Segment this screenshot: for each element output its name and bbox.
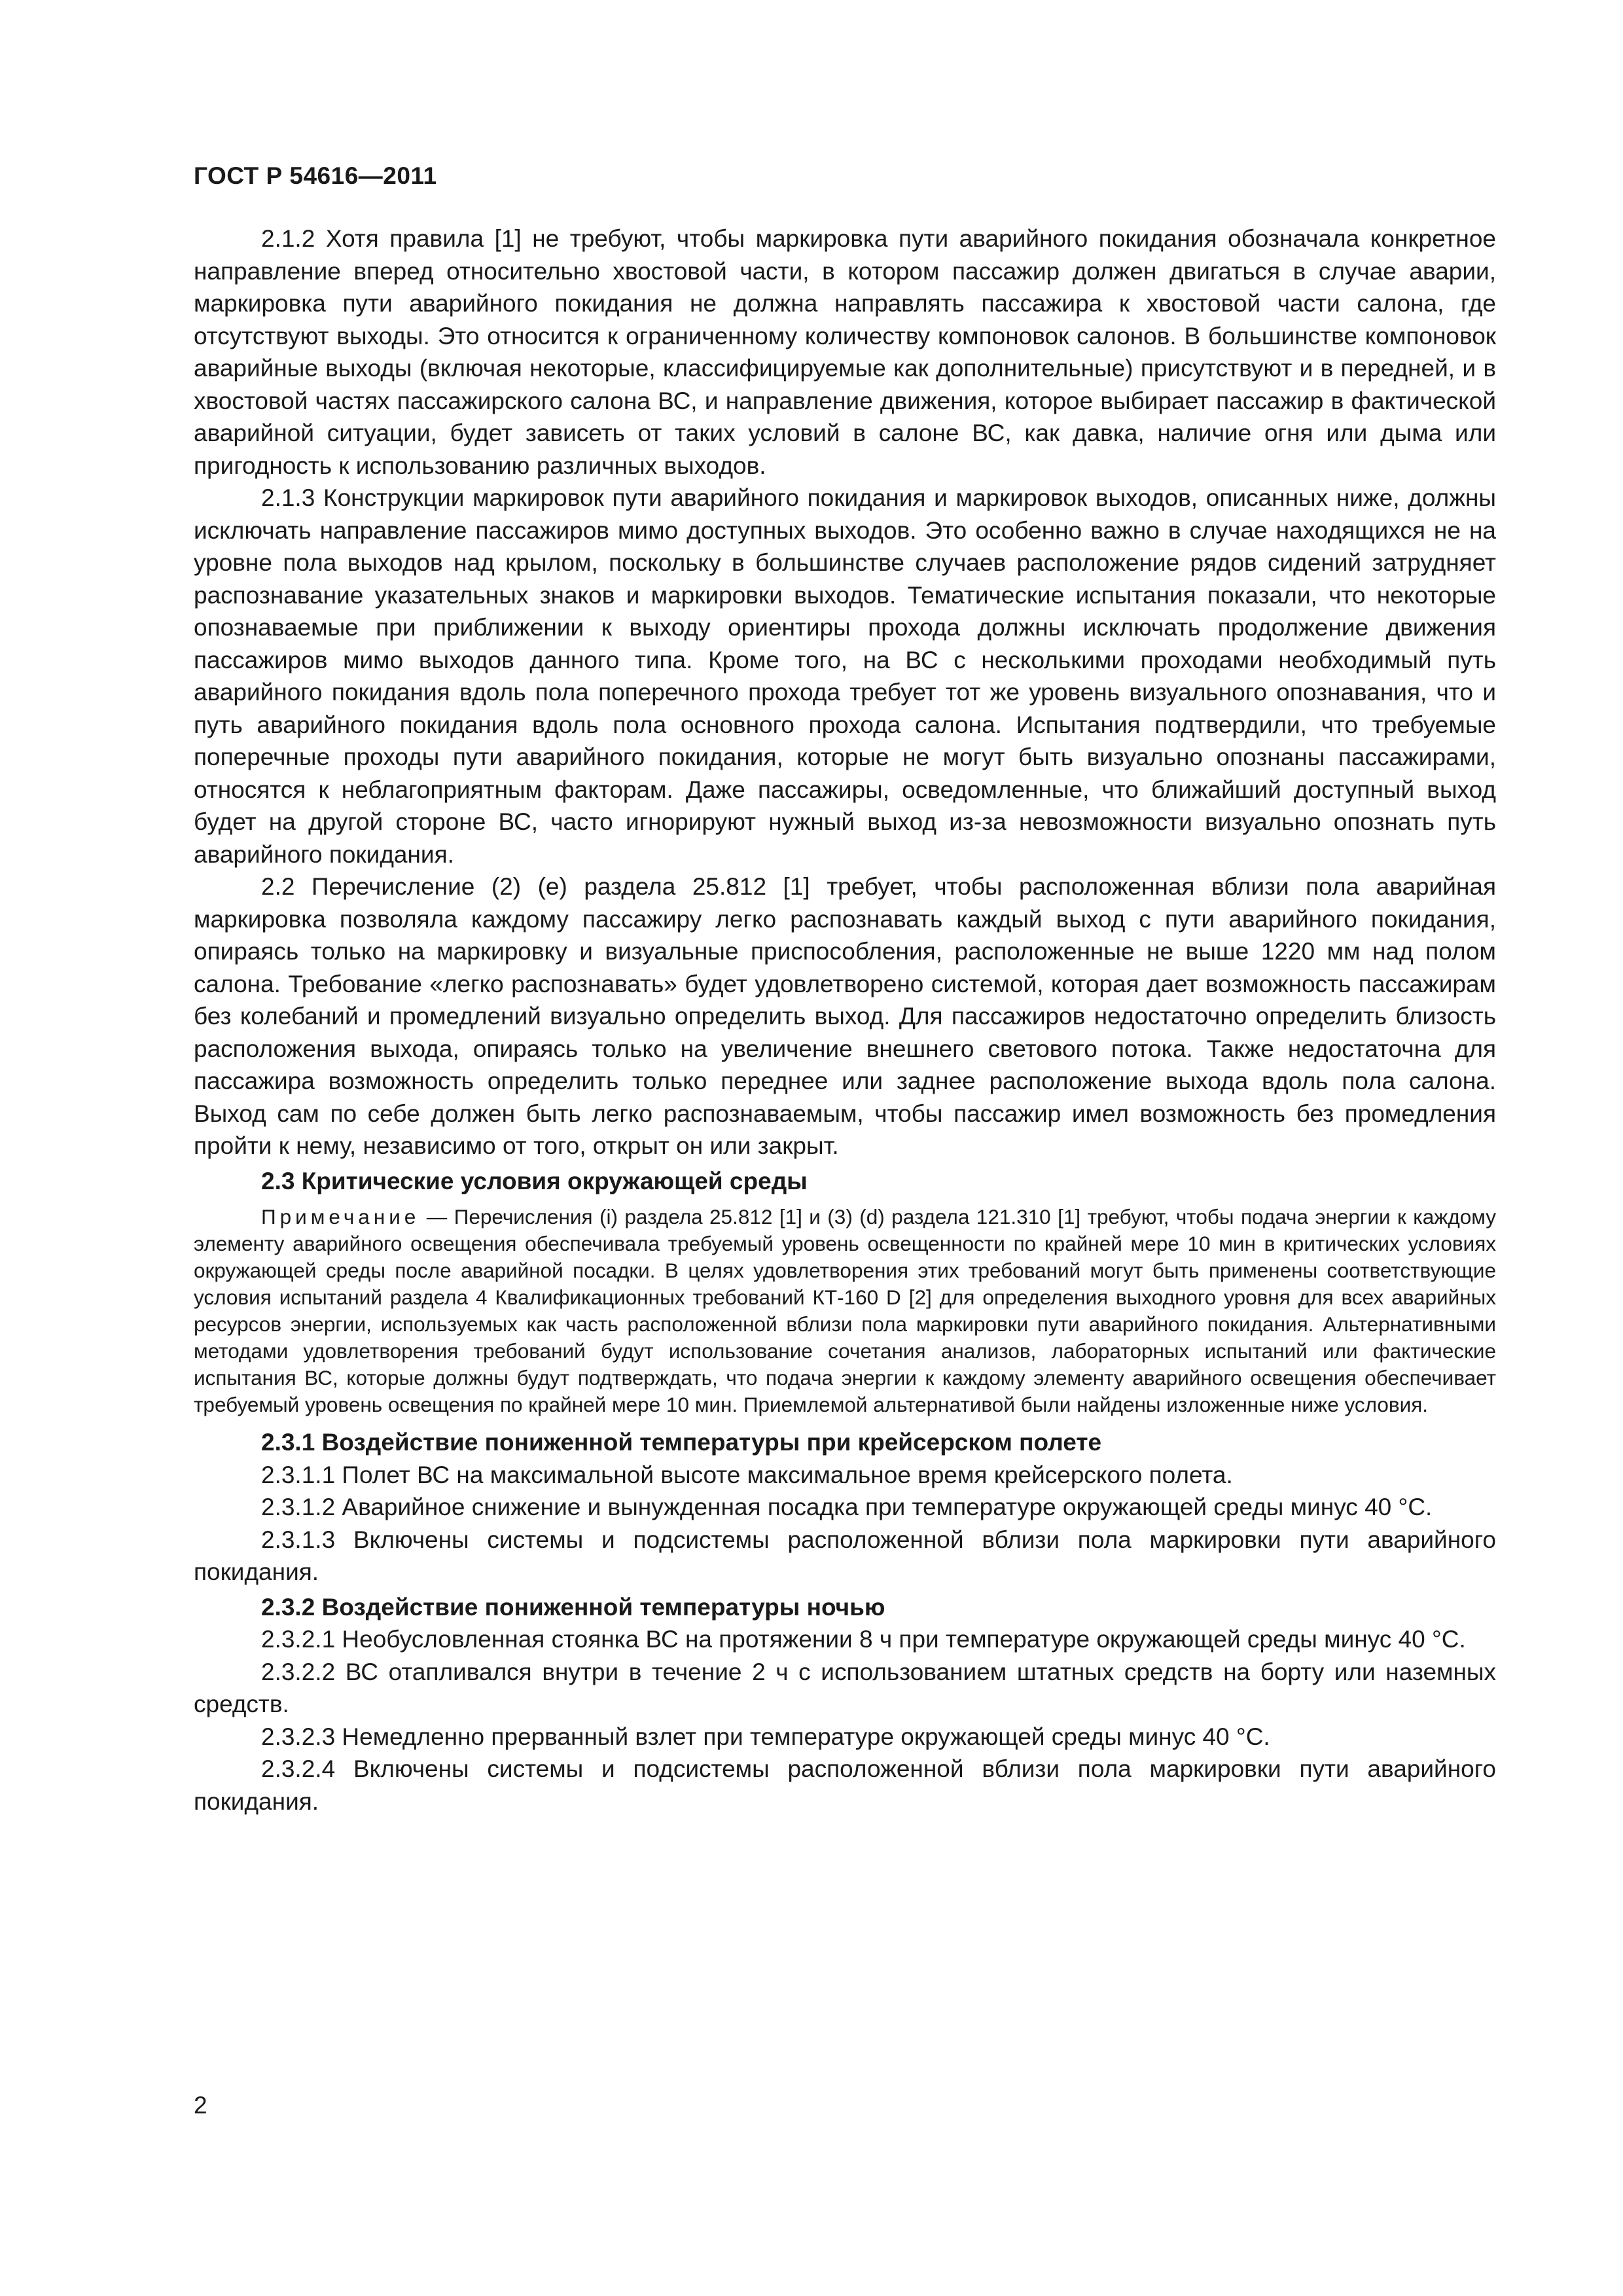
paragraph-2-3-2-4: 2.3.2.4 Включены системы и подсистемы расположенной вблизи пола маркировки пути аварийного покидания. xyxy=(194,1755,1496,1815)
page-number: 2 xyxy=(194,2092,207,2119)
section-heading-2-3-1: 2.3.1 Воздействие пониженной температуры при крейсерском полете xyxy=(261,1429,1102,1456)
section-heading-2-3-2: 2.3.2 Воздействие пониженной температуры ночью xyxy=(261,1593,885,1621)
paragraph-2-3-2-1: 2.3.2.1 Необусловленная стоянка ВС на протяжении 8 ч при температуре окружающей среды минус 40 °С. xyxy=(261,1626,1466,1653)
document-body xyxy=(194,223,1496,1818)
paragraph-2-1-2: 2.1.2 Хотя правила [1] не требуют, чтобы маркировка пути аварийного покидания обозначала конкретное направление вперед относительно хвостовой части, в котором пассажир должен двигаться в случае аварии, маркировка пути аварийного покидания не должна направлять пассажира к хвостовой части салона, где отсутствуют выходы. Это относится к ограниченному количеству компоновок салонов. В большинстве компоновок аварийные выходы (включая некоторые, классифицируемые как дополнительные) присутствуют и в передней, и в хвостовой частях пассажирского салона ВС, и направление движения, которое выбирает пассажир в фактической аварийной ситуации, будет зависеть от таких условий в салоне ВС, как давка, наличие огня или дыма или пригодность к использованию различных выходов. xyxy=(194,225,1496,479)
note-block xyxy=(194,1204,1496,1418)
paragraph-2-3-1-2: 2.3.1.2 Аварийное снижение и вынужденная посадка при температуре окружающей среды минус 40 °С. xyxy=(261,1494,1433,1520)
note-text: — Перечисления (i) раздела 25.812 [1] и (3) (d) раздела 121.310 [1] требуют, чтобы подача энергии к каждому элементу аварийного освещения обеспечивала требуемый уровень освещенности по крайней мере 10 мин в критических условиях окружающей среды после аварийной посадки. В целях удовлетворения этих требований могут быть применены соответствующие условия испытаний раздела 4 Квалификационных требований КТ-160 D [2] для определения выходного уровня для всех аварийных ресурсов энергии, используемых как часть расположенной вблизи пола маркировки пути аварийного покидания. Альтернативными методами удовлетворения требований будут использование сочетания анализов, лабораторных испытаний или фактические испытания ВС, которые должны будут подтверждать, что подача энергии к каждому элементу аварийного освещения обеспечивает требуемый уровень освещения по крайней мере 10 мин. Приемлемой альтернативой были найдены изложенные ниже условия. xyxy=(194,1205,1496,1416)
paragraph-2-3-2-3: 2.3.2.3 Немедленно прерванный взлет при температуре окружающей среды минус 40 °С. xyxy=(261,1723,1270,1750)
paragraph-2-3-2-2: 2.3.2.2 ВС отапливался внутри в течение 2 ч с использованием штатных средств на борту или наземных средств. xyxy=(194,1658,1496,1717)
paragraph-2-3-1-3: 2.3.1.3 Включены системы и подсистемы расположенной вблизи пола маркировки пути аварийного покидания. xyxy=(194,1526,1496,1585)
paragraph-2-2: 2.2 Перечисление (2) (e) раздела 25.812 [1] требует, чтобы расположенная вблизи пола аварийная маркировка позволяла каждому пассажиру легко распознавать каждый выход с пути аварийного покидания, опираясь только на маркировку и визуальные приспособления, расположенные не выше 1220 мм над полом салона. Требование «легко распознавать» будет удовлетворено системой, которая дает возможность пассажирам без колебаний и промедлений визуально определить выход. Для пассажиров недостаточно определить близость расположения выхода, опираясь только на увеличение внешнего светового потока. Также недостаточна для пассажира возможность определить только переднее или заднее расположение выхода вдоль пола салона. Выход сам по себе должен быть легко распознаваемым, чтобы пассажир имел возможность без промедления пройти к нему, независимо от того, открыт он или закрыт. xyxy=(194,873,1496,1159)
document-header: ГОСТ Р 54616—2011 xyxy=(194,162,437,189)
note-label: Примечание xyxy=(261,1205,420,1229)
section-heading-2-3: 2.3 Критические условия окружающей среды xyxy=(261,1167,808,1194)
paragraph-2-3-1-1: 2.3.1.1 Полет ВС на максимальной высоте максимальное время крейсерского полета. xyxy=(261,1461,1233,1488)
paragraph-2-1-3: 2.1.3 Конструкции маркировок пути аварийного покидания и маркировок выходов, описанных ниже, должны исключать направление пассажиров мимо доступных выходов. Это особенно важно в случае находящихся не на уровне пола выходов над крылом, поскольку в большинстве случаев расположение рядов сидений затрудняет распознавание указательных знаков и маркировки выходов. Тематические испытания показали, что некоторые опознаваемые при приближении к выходу ориентиры прохода должны исключать продолжение движения пассажиров мимо выходов данного типа. Кроме того, на ВС с несколькими проходами необходимый путь аварийного покидания вдоль пола поперечного прохода требует тот же уровень визуального опознавания, что и путь аварийного покидания вдоль пола основного прохода салона. Испытания подтвердили, что требуемые поперечные проходы пути аварийного покидания, которые не могут быть визуально опознаны пассажирами, относятся к неблагоприятным факторам. Даже пассажиры, осведомленные, что ближайший доступный выход будет на другой стороне ВС, часто игнорируют нужный выход из-за невозможности визуально опознать путь аварийного покидания. xyxy=(194,484,1496,868)
